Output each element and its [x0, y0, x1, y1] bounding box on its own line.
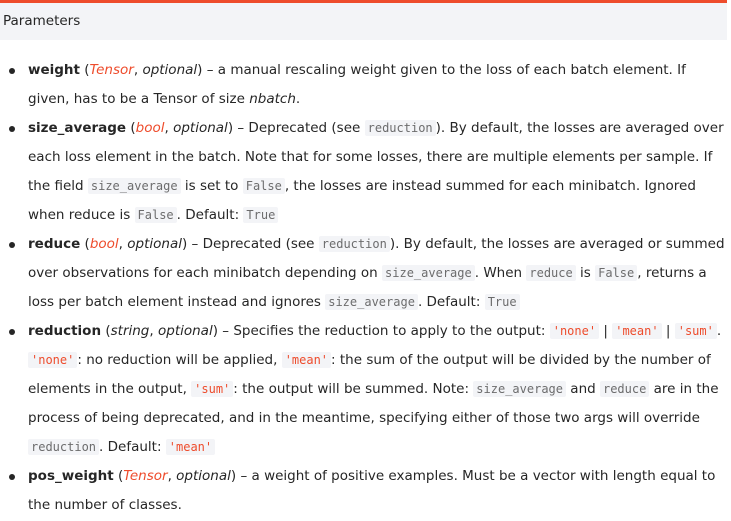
- param-pos-weight: pos_weight (Tensor, optional) – a weight of positive examples. Must be a vector with length equal to the number of classes.: [0, 462, 731, 520]
- type-link[interactable]: Tensor: [123, 468, 168, 484]
- param-name: size_average: [28, 120, 127, 136]
- inline-code: True: [243, 207, 278, 223]
- param-reduction: reduction (string, optional) – Specifies the reduction to apply to the output: 'none' | 'mean' | 'sum' . 'none' : no reduction will be applied, 'mean' : the sum of the output will be divided by the number of elements in the output, 'sum' : the output will be summed. Note: size_average and reduce are in the process of being deprecated, and in the meantime, specifying either of those two args will override reduction . Default: 'mean': [0, 317, 731, 462]
- text: ). By default, the losses are averaged over each loss element in the batch. Note that for some losses, there are multiple elements per sample. If the field: [28, 120, 724, 194]
- inline-code: reduce: [526, 265, 575, 281]
- param-size-average: size_average (bool, optional) – Deprecated (see reduction ). By default, the losses are averaged over each loss element in the batch. Note that for some losses, there are multiple elements per sample. If the field size_average is set to False , the losses are instead summed for each minibatch. Ignored when reduce is False . Default: True: [0, 114, 731, 230]
- text: – Specifies the reduction to apply to the output:: [217, 323, 550, 339]
- optional-label: optional: [142, 62, 198, 78]
- text: and: [566, 381, 600, 397]
- type-link[interactable]: Tensor: [89, 62, 134, 78]
- type-link[interactable]: bool: [135, 120, 165, 136]
- inline-code: 'none': [550, 323, 599, 339]
- inline-code: reduction: [28, 439, 99, 455]
- inline-code: size_average: [382, 265, 475, 281]
- text: : the sum of the output will be divided by the number of elements in the output,: [28, 352, 711, 397]
- param-description: – a weight of positive examples. Must be a vector with length equal to the number of classes.: [28, 468, 716, 513]
- text: is: [575, 265, 596, 281]
- optional-label: optional: [173, 120, 228, 136]
- inline-code: 'mean': [166, 439, 215, 455]
- inline-code: reduction: [365, 120, 436, 136]
- inline-code: False: [243, 178, 285, 194]
- inline-code: 'none': [28, 352, 77, 368]
- inline-code: False: [595, 265, 637, 281]
- text: : no reduction will be applied,: [77, 352, 282, 368]
- separator: |: [599, 323, 613, 339]
- inline-code: 'sum': [675, 323, 717, 339]
- param-description-end: .: [295, 91, 301, 107]
- param-reduce: reduce (bool, optional) – Deprecated (see reduction ). By default, the losses are averaged or summed over observations for each minibatch depending on size_average . When reduce is False , returns a loss per batch element instead and ignores size_average . Default: True: [0, 230, 731, 317]
- param-name: reduction: [28, 323, 102, 339]
- optional-label: optional: [157, 323, 213, 339]
- parameters-header: [0, 0, 727, 40]
- type-link[interactable]: bool: [89, 236, 119, 252]
- inline-code: size_average: [473, 381, 566, 397]
- text: is set to: [180, 178, 243, 194]
- inline-code: 'sum': [191, 381, 233, 397]
- text: ). By default, the losses are averaged or summed over observations for each minibatch depending on: [28, 236, 725, 281]
- text: , the losses are instead summed for each minibatch. Ignored when reduce is: [28, 178, 696, 223]
- inline-code: size_average: [88, 178, 181, 194]
- text: . Default:: [99, 439, 166, 455]
- text: – Deprecated (see: [187, 236, 319, 252]
- text: .: [716, 323, 722, 339]
- inline-code: size_average: [325, 294, 418, 310]
- param-name: pos_weight: [28, 468, 114, 484]
- text: . Default:: [176, 207, 244, 223]
- separator: |: [661, 323, 675, 339]
- param-description: – a manual rescaling weight given to the loss of each batch element. If given, has to be a Tensor of size: [28, 62, 686, 107]
- text: . When: [474, 265, 527, 281]
- inline-code: False: [135, 207, 177, 223]
- text: – Deprecated (see: [233, 120, 365, 136]
- text: : the output will be summed. Note:: [233, 381, 474, 397]
- param-name: reduce: [28, 236, 81, 252]
- text: , returns a loss per batch element instead and ignores: [28, 265, 707, 310]
- inline-code: 'mean': [612, 323, 661, 339]
- optional-label: optional: [127, 236, 182, 252]
- parameters-title: Parameters: [3, 13, 81, 29]
- type-label: string: [110, 323, 150, 339]
- inline-code: reduce: [600, 381, 649, 397]
- param-description-italic: nbatch: [249, 91, 296, 107]
- inline-code: reduction: [319, 236, 390, 252]
- parameter-list: [0, 56, 731, 520]
- text: are in the process of being deprecated, and in the meantime, specifying either of those two args will override: [28, 381, 719, 426]
- inline-code: True: [485, 294, 520, 310]
- optional-label: optional: [176, 468, 231, 484]
- inline-code: 'mean': [282, 352, 331, 368]
- text: . Default:: [417, 294, 485, 310]
- param-weight: weight (Tensor, optional) – a manual rescaling weight given to the loss of each batch element. If given, has to be a Tensor of size nbatch.: [0, 56, 731, 114]
- param-name: weight: [28, 62, 80, 78]
